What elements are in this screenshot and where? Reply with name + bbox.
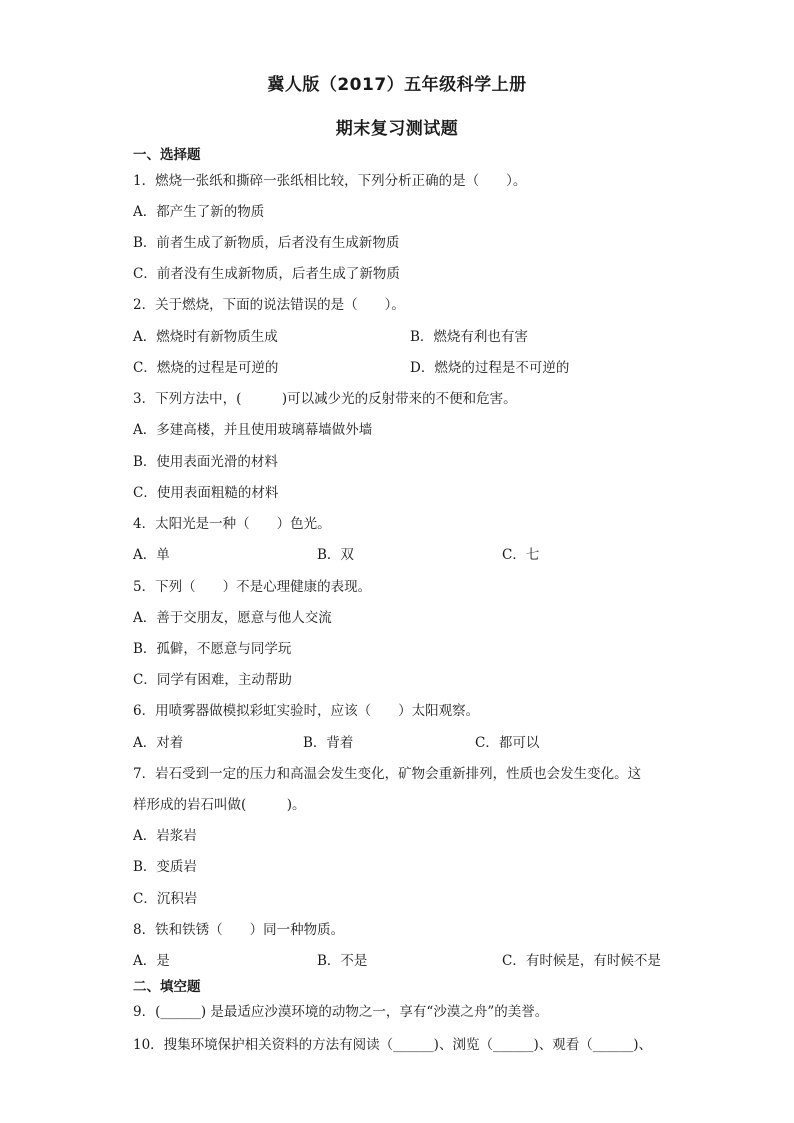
question-6-stem: 6．用喷雾器做模拟彩虹实验时，应该（ ）太阳观察。 xyxy=(133,703,480,719)
question-10-stem: 10．搜集环境保护相关资料的方法有阅读（______)、浏览（______)、观看（______)、 xyxy=(133,1037,652,1053)
question-2-option-b: B．燃烧有利也有害 xyxy=(410,329,528,345)
section-heading-choice: 一、选择题 xyxy=(133,147,201,163)
question-8-option-c: C．有时候是，有时候不是 xyxy=(502,953,661,969)
question-4-option-c: C．七 xyxy=(502,547,540,563)
question-5-option-a: A．善于交朋友，愿意与他人交流 xyxy=(133,610,332,626)
question-7-option-c: C．沉积岩 xyxy=(133,891,198,907)
section-heading-fill-blank: 二、填空题 xyxy=(133,979,201,995)
question-1-stem: 1．燃烧一张纸和撕碎一张纸相比较，下列分析正确的是（ ）。 xyxy=(133,173,527,189)
question-3-option-c: C．使用表面粗糙的材料 xyxy=(133,485,279,501)
question-7-option-b: B．变质岩 xyxy=(133,859,197,875)
question-5-stem: 5．下列（ ）不是心理健康的表现。 xyxy=(133,579,372,595)
question-8-option-a: A．是 xyxy=(133,953,170,969)
question-4-option-b: B．双 xyxy=(317,547,354,563)
question-7-option-a: A．岩浆岩 xyxy=(133,828,197,844)
exam-title: 冀人版（2017）五年级科学上册 xyxy=(267,75,527,95)
question-2-stem: 2．关于燃烧，下面的说法错误的是（ ）。 xyxy=(133,297,405,313)
question-8-stem: 8．铁和铁锈（ ）同一种物质。 xyxy=(133,922,345,938)
exam-subtitle: 期末复习测试题 xyxy=(335,119,459,139)
question-1-option-c: C．前者没有生成新物质，后者生成了新物质 xyxy=(133,266,400,282)
question-4-stem: 4．太阳光是一种（ ）色光。 xyxy=(133,516,331,532)
question-6-option-a: A．对着 xyxy=(133,735,184,751)
question-5-option-b: B．孤僻，不愿意与同学玩 xyxy=(133,641,292,657)
question-6-option-c: C．都可以 xyxy=(475,735,540,751)
question-2-option-d: D．燃烧的过程是不可逆的 xyxy=(410,360,570,376)
question-2-option-c: C．燃烧的过程是可逆的 xyxy=(133,360,279,376)
question-7-stem-line-2: 样形成的岩石叫做( )。 xyxy=(133,797,306,813)
question-3-stem: 3．下列方法中，( )可以减少光的反射带来的不便和危害。 xyxy=(133,391,517,407)
question-3-option-b: B．使用表面光滑的材料 xyxy=(133,454,278,470)
question-1-option-a: A．都产生了新的物质 xyxy=(133,204,265,220)
question-5-option-c: C．同学有困难，主动帮助 xyxy=(133,672,292,688)
question-3-option-a: A．多建高楼，并且使用玻璃幕墙做外墙 xyxy=(133,422,373,438)
question-4-option-a: A．单 xyxy=(133,547,170,563)
question-9-stem: 9．(______) 是最适应沙漠环境的动物之一，享有“沙漠之舟”的美誉。 xyxy=(133,1004,549,1020)
question-6-option-b: B．背着 xyxy=(303,735,354,751)
question-2-option-a: A．燃烧时有新物质生成 xyxy=(133,329,278,345)
question-1-option-b: B．前者生成了新物质，后者没有生成新物质 xyxy=(133,235,400,251)
question-7-stem-line-1: 7．岩石受到一定的压力和高温会发生变化，矿物会重新排列，性质也会发生变化。这 xyxy=(133,766,642,782)
question-8-option-b: B．不是 xyxy=(317,953,368,969)
